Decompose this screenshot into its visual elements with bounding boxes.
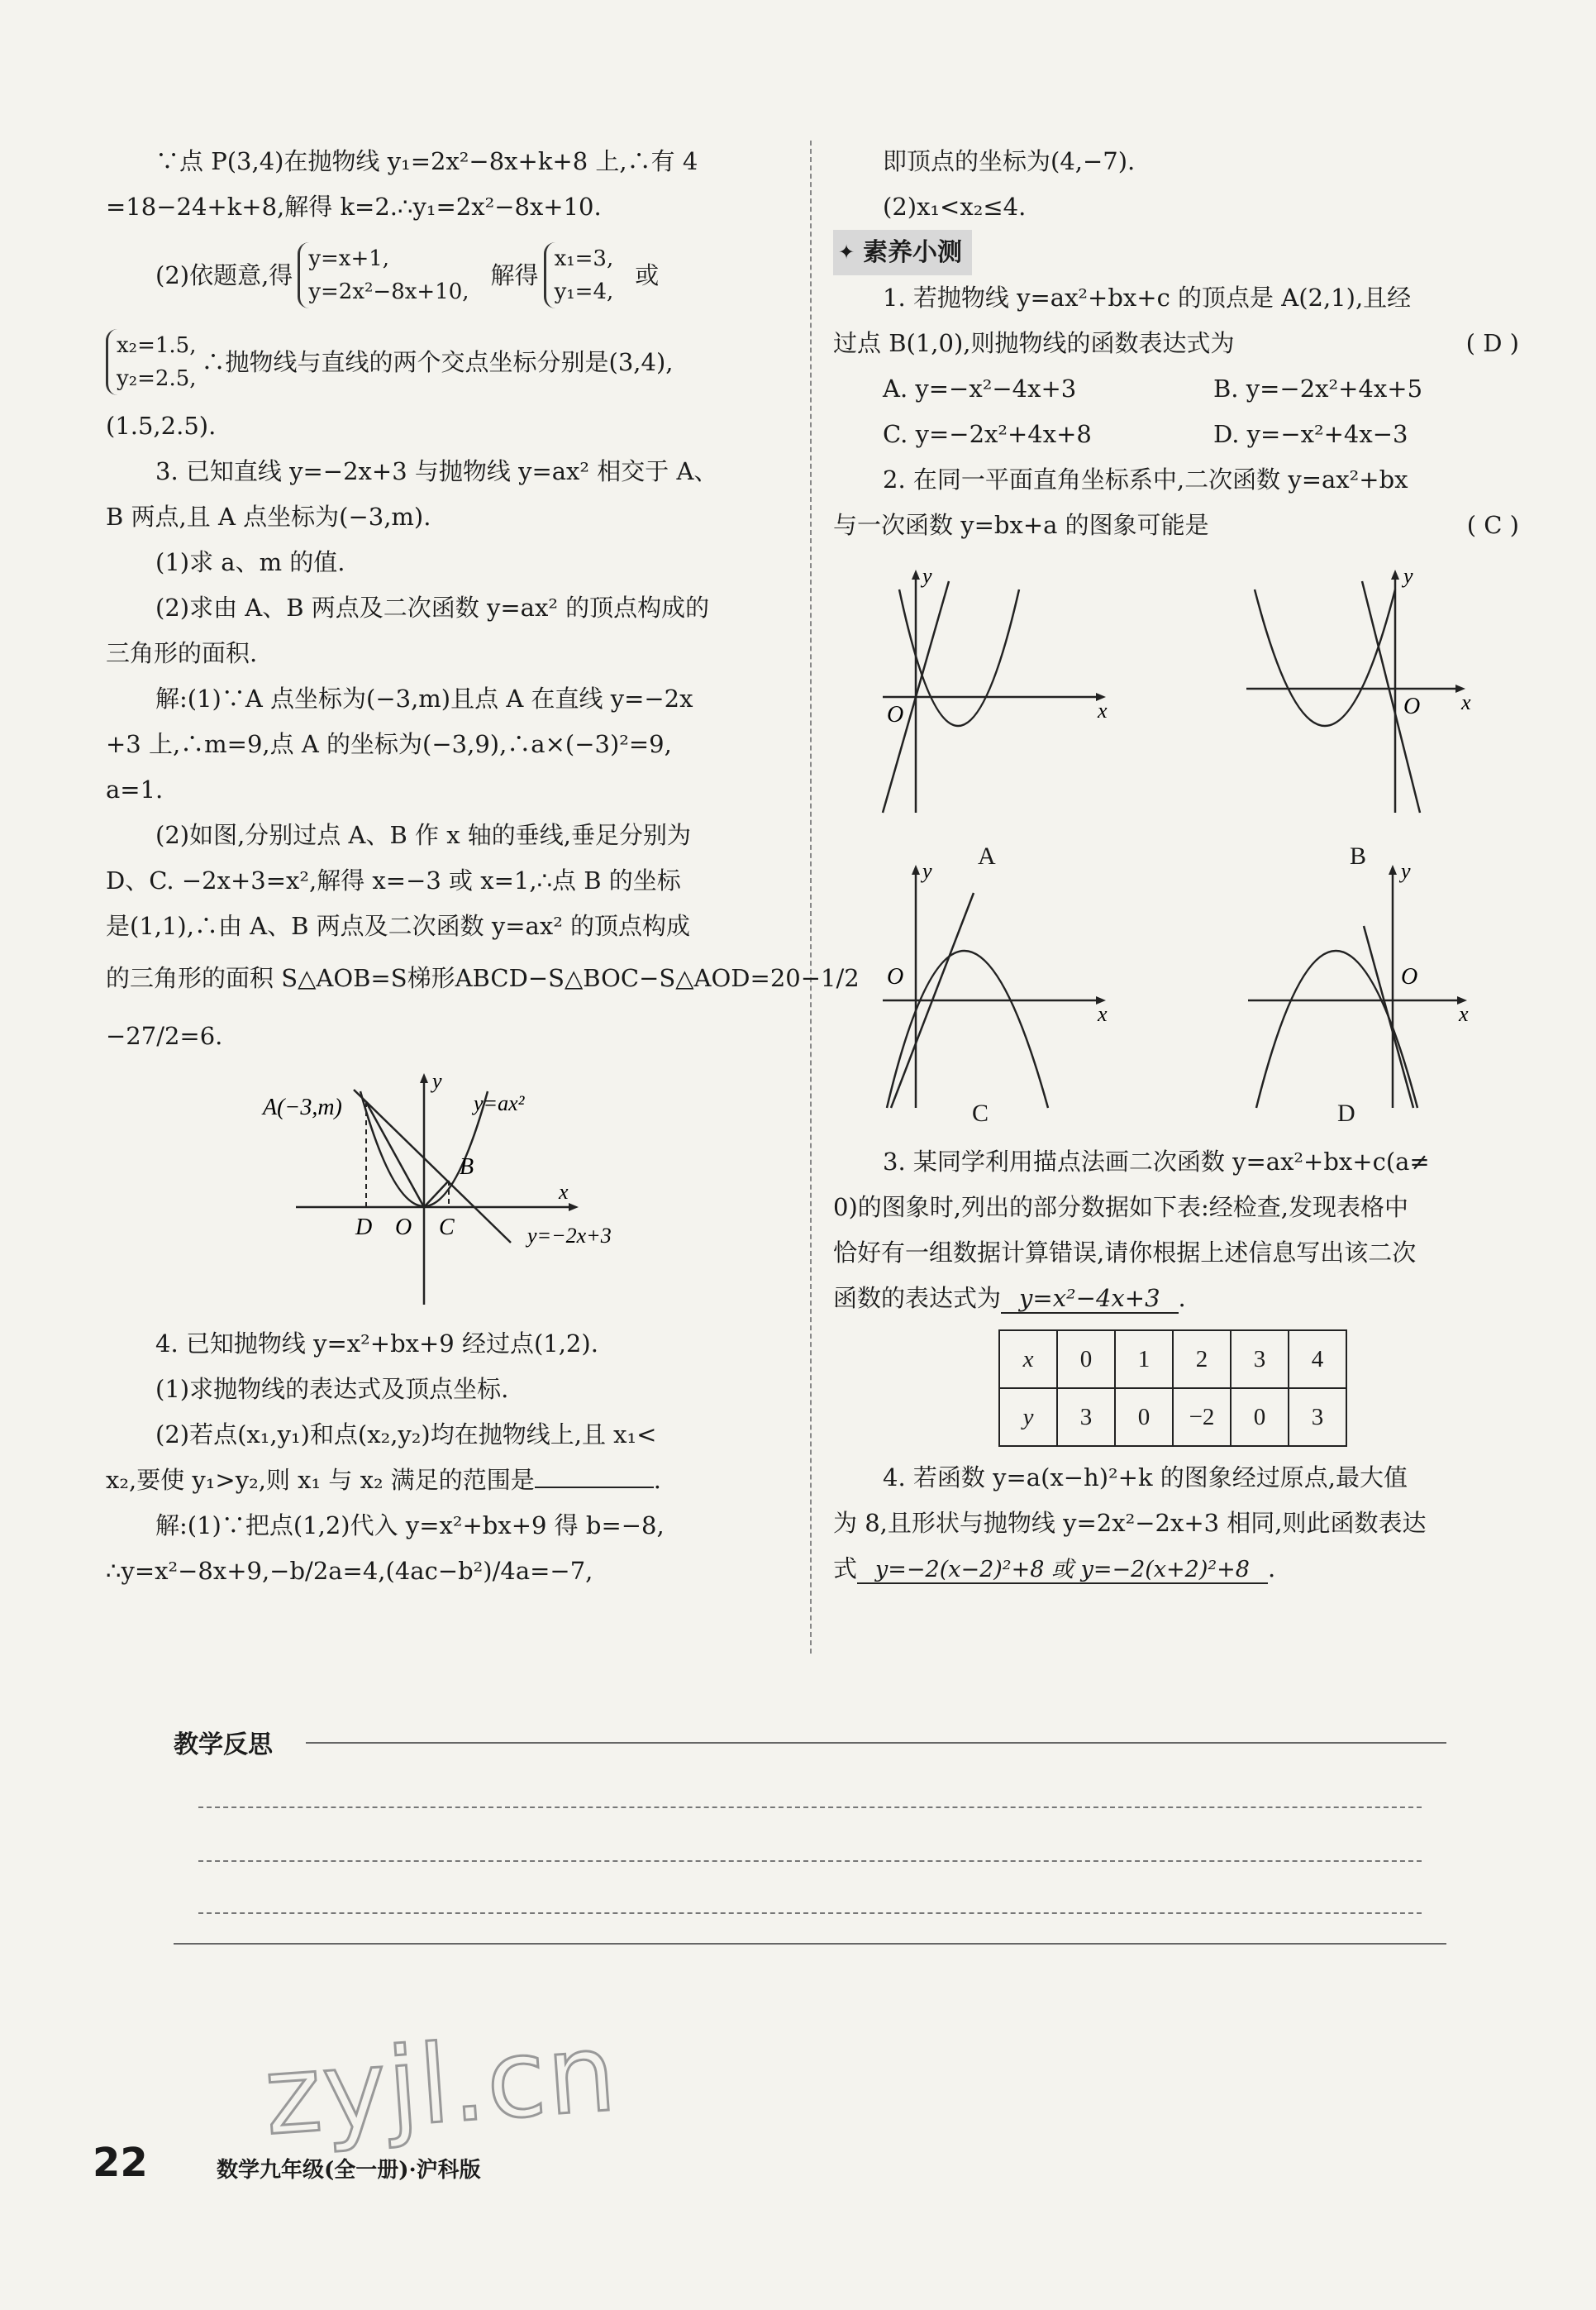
text-line: 三角形的面积. bbox=[106, 639, 258, 667]
table-cell: 2 bbox=[1173, 1330, 1231, 1388]
table-header: y bbox=[999, 1388, 1057, 1446]
text-line: 解得 bbox=[490, 260, 539, 289]
q1-options-row bbox=[833, 412, 1519, 457]
footer-text: 数学九年级(全一册)·沪科版 bbox=[217, 2158, 481, 2183]
system-equations-2 bbox=[106, 321, 784, 403]
q2-answer: ( C ) bbox=[1466, 511, 1519, 539]
table-cell: 3 bbox=[1231, 1330, 1289, 1388]
q2-stem bbox=[833, 503, 1519, 548]
graph-D bbox=[1240, 860, 1488, 1124]
text-line: x₂,要使 y₁>y₂,则 x₁ 与 x₂ 满足的范围是 bbox=[106, 1466, 535, 1494]
text-line: 是(1,1),∴由 A、B 两点及二次函数 y=ax² 的顶点构成 bbox=[106, 912, 691, 940]
text-line: (2)x₁<x₂≤4. bbox=[883, 193, 1027, 221]
q1-stem bbox=[833, 321, 1519, 366]
q3-stem: 函数的表达式为 y=x²−4x+3 . bbox=[833, 1284, 1186, 1312]
table-row bbox=[999, 1388, 1346, 1446]
left-column bbox=[106, 139, 860, 1594]
x-axis-arrow bbox=[569, 1203, 579, 1211]
text-line: (2)如图,分别过点 A、B 作 x 轴的垂线,垂足分别为 bbox=[155, 821, 691, 849]
blank bbox=[535, 1487, 654, 1488]
text-line: −27/2=6. bbox=[106, 1022, 223, 1050]
origin-label: O bbox=[887, 702, 904, 728]
origin-label: O bbox=[887, 964, 904, 990]
x-label: x bbox=[1459, 1002, 1469, 1026]
x-label: x bbox=[1098, 1002, 1108, 1026]
equation: x₂=1.5, bbox=[117, 333, 197, 358]
q3-stem: 0)的图象时,列出的部分数据如下表:经检查,发现表格中 bbox=[833, 1193, 1408, 1221]
label-O: O bbox=[395, 1215, 412, 1240]
text-line: 式 bbox=[833, 1554, 858, 1582]
q4-answer: y=−2(x−2)²+8 或 y=−2(x+2)²+8 bbox=[857, 1557, 1268, 1584]
q1-stem: 1. 若抛物线 y=ax²+bx+c 的顶点是 A(2,1),且经 bbox=[883, 284, 1412, 312]
equation: x₁=3, bbox=[554, 246, 614, 271]
text-line: =18−24+k+8,解得 k=2.∴y₁=2x²−8x+10. bbox=[106, 193, 602, 221]
reflection-title: 教学反思 bbox=[174, 1730, 273, 1759]
y-label: y bbox=[1401, 860, 1411, 883]
data-table bbox=[998, 1329, 1347, 1447]
q3-stem: 3. 某同学利用描点法画二次函数 y=ax²+bx+c(a≠ bbox=[883, 1148, 1430, 1176]
text-line: 即顶点的坐标为(4,−7). bbox=[883, 147, 1136, 175]
text-line: +3 上,∴m=9,点 A 的坐标为(−3,9),∴a×(−3)²=9, bbox=[106, 730, 672, 758]
graph-label-D: D bbox=[1337, 1100, 1355, 1127]
text-line: 或 bbox=[635, 260, 660, 289]
y-label: y bbox=[922, 860, 932, 883]
question-4: 4. 已知抛物线 y=x²+bx+9 经过点(1,2). bbox=[155, 1329, 598, 1358]
q2-stem: 2. 在同一平面直角坐标系中,二次函数 y=ax²+bx bbox=[883, 465, 1408, 494]
brace-solution-1 bbox=[544, 242, 614, 308]
graph-label-B: B bbox=[1350, 842, 1367, 870]
option-D: D. y=−x²+4x−3 bbox=[1213, 420, 1408, 448]
table-cell: 3 bbox=[1057, 1388, 1115, 1446]
table-cell: 0 bbox=[1115, 1388, 1173, 1446]
table-row bbox=[999, 1330, 1346, 1388]
text-line: a=1. bbox=[106, 776, 164, 804]
x-label: x bbox=[1098, 699, 1108, 723]
x-label: x bbox=[1461, 690, 1471, 714]
text-line: 过点 B(1,0),则抛物线的函数表达式为 bbox=[833, 329, 1235, 357]
label-parabola: y=ax² bbox=[474, 1091, 525, 1115]
label-line: y=−2x+3 bbox=[527, 1224, 612, 1248]
text-line: 函数的表达式为 bbox=[833, 1284, 1002, 1312]
text-line: 解:(1)∵把点(1,2)代入 y=x²+bx+9 得 b=−8, bbox=[155, 1511, 665, 1539]
section-title: ✦ 素养小测 bbox=[833, 230, 972, 275]
graph-C bbox=[866, 860, 1114, 1124]
table-cell: 3 bbox=[1289, 1388, 1346, 1446]
table-header: x bbox=[999, 1330, 1057, 1388]
option-A: A. y=−x²−4x+3 bbox=[883, 375, 1077, 403]
text-line: ∴y=x²−8x+9,−b/2a=4,(4ac−b²)/4a=−7, bbox=[106, 1557, 593, 1585]
text-line: (2)若点(x₁,y₁)和点(x₂,y₂)均在抛物线上,且 x₁< bbox=[155, 1420, 657, 1449]
equation: y=x+1, bbox=[308, 246, 390, 271]
text-line: 与一次函数 y=bx+a 的图象可能是 bbox=[833, 511, 1209, 539]
table-cell: −2 bbox=[1173, 1388, 1231, 1446]
text-line: x₂,要使 y₁>y₂,则 x₁ 与 x₂ 满足的范围是 . bbox=[106, 1466, 662, 1494]
table-cell: 0 bbox=[1231, 1388, 1289, 1446]
text-line: D、C. −2x+3=x²,解得 x=−3 或 x=1,∴点 B 的坐标 bbox=[106, 866, 681, 895]
reflection-bottom-rule bbox=[174, 1943, 1446, 1945]
table-cell: 4 bbox=[1289, 1330, 1346, 1388]
right-column-lower bbox=[833, 1139, 1519, 1592]
label-B: B bbox=[460, 1154, 474, 1180]
reflection-line bbox=[198, 1806, 1422, 1808]
text-line: ∴抛物线与直线的两个交点坐标分别是(3,4), bbox=[201, 347, 674, 376]
text-line: (1.5,2.5). bbox=[106, 412, 217, 440]
text-line: B 两点,且 A 点坐标为(−3,m). bbox=[106, 503, 431, 531]
section-header bbox=[833, 230, 1519, 275]
label-A: A(−3,m) bbox=[263, 1095, 342, 1120]
text-line: (2)依题意,得 bbox=[155, 260, 293, 289]
segment-AO bbox=[366, 1102, 424, 1207]
label-D: D bbox=[355, 1215, 373, 1240]
origin-label: O bbox=[1403, 694, 1421, 719]
option-B: B. y=−2x²+4x+5 bbox=[1213, 375, 1423, 403]
text-line: ∵点 P(3,4)在抛物线 y₁=2x²−8x+k+8 上,∴有 4 bbox=[155, 147, 698, 175]
option-C: C. y=−2x²+4x+8 bbox=[883, 420, 1092, 448]
text-line: (1)求抛物线的表达式及顶点坐标. bbox=[155, 1375, 509, 1403]
table-cell: 1 bbox=[1115, 1330, 1173, 1388]
equation: y₁=4, bbox=[554, 279, 614, 304]
reflection-line bbox=[198, 1912, 1422, 1914]
graph-A bbox=[866, 565, 1114, 829]
graph-B bbox=[1238, 565, 1486, 829]
text-line: (2)求由 A、B 两点及二次函数 y=ax² 的顶点构成的 bbox=[155, 594, 710, 622]
q3-answer: y=x²−4x+3 bbox=[1001, 1284, 1179, 1314]
figure-q3 bbox=[106, 1065, 784, 1313]
brace-system bbox=[298, 242, 469, 308]
origin-label: O bbox=[1401, 964, 1418, 990]
label-C: C bbox=[439, 1215, 455, 1240]
reflection-section bbox=[174, 1724, 1446, 1760]
text-line: 解:(1)∵A 点坐标为(−3,m)且点 A 在直线 y=−2x bbox=[155, 685, 693, 713]
text-line: (1)求 a、m 的值. bbox=[155, 548, 345, 576]
table-cell: 0 bbox=[1057, 1330, 1115, 1388]
question-3: 3. 已知直线 y=−2x+3 与抛物线 y=ax² 相交于 A、 bbox=[155, 457, 718, 485]
q1-answer: ( D ) bbox=[1465, 329, 1519, 357]
graph-label-A: A bbox=[978, 842, 996, 870]
q4-stem: 4. 若函数 y=a(x−h)²+k 的图象经过原点,最大值 bbox=[883, 1463, 1408, 1491]
page-number: 22 bbox=[93, 2140, 148, 2186]
text-line: 的三角形的面积 S△AOB=S梯形ABCD−S△BOC−S△AOD=20−1/2 bbox=[106, 964, 860, 992]
brace-solution-2 bbox=[106, 329, 197, 395]
column-divider bbox=[810, 141, 812, 1654]
q1-options-row bbox=[833, 366, 1519, 412]
q4-stem: 式 y=−2(x−2)²+8 或 y=−2(x+2)²+8 . bbox=[833, 1554, 1276, 1582]
graph-label-C: C bbox=[972, 1100, 989, 1127]
reflection-top-rule bbox=[306, 1742, 1446, 1744]
y-axis-arrow bbox=[420, 1073, 428, 1083]
equation: y₂=2.5, bbox=[117, 366, 197, 391]
y-label: y bbox=[922, 565, 932, 588]
watermark: zyjl.cn bbox=[260, 2009, 622, 2160]
label-y: y bbox=[432, 1069, 442, 1093]
equation: y=2x²−8x+10, bbox=[308, 279, 469, 304]
label-x: x bbox=[559, 1180, 569, 1204]
q3-stem: 恰好有一组数据计算错误,请你根据上述信息写出该二次 bbox=[833, 1239, 1417, 1267]
reflection-line bbox=[198, 1860, 1422, 1862]
system-equations-1 bbox=[106, 230, 784, 321]
q4-stem: 为 8,且形状与抛物线 y=2x²−2x+3 相同,则此函数表达 bbox=[833, 1509, 1427, 1537]
y-label: y bbox=[1403, 565, 1413, 588]
